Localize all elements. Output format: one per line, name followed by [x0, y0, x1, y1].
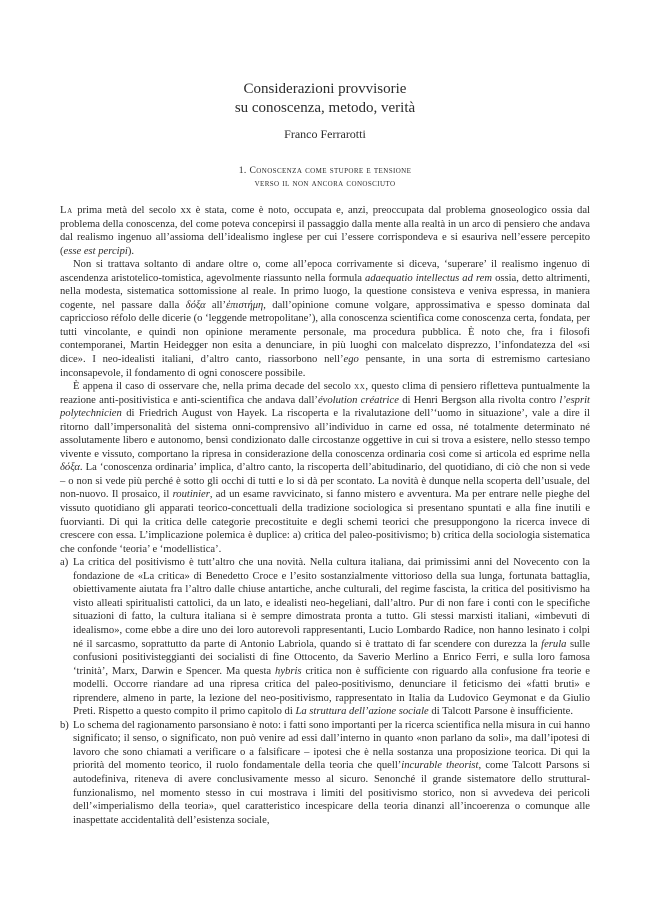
section-heading-line-2: verso il non ancora conosciuto — [254, 178, 396, 189]
paragraph-3: È appena il caso di osservare che, nella prima decade del secolo xx, questo clima di pensiero rifletteva puntualmente la reazione anti-positivistica e anti-scientifica che andava dall’évolution créatrice di Henri Bergson alla rivolta contro l’esprit polytechnicien di Friedrich August von Hayek. La riscoperta e la rivalutazione dell’‘uomo in situazione’, vale a dire il ritorno dall’impersonalità del sistema onni-comprensivo all’individuo in carne ed ossa, né totalmente determinato né assolutamente libero e autonomo, bensì condizionato dalle circostanze oggettive in cui si trova a esistere, nello stesso tempo vivente e vissuto, comportano la ripresa in considerazione della conoscenza ordinaria così come si articola ed esprime nella δόξα. La ‘conoscenza ordinaria’ implica, d’altro canto, la riscoperta dell’abitudinario, del quotidiano, di ciò che non si vede – o non si vede più perché è sotto gli occhi di tutti e lo si dà per scontato. La novità è dunque nella scoperta dell’usuale, del non-nuovo. Il prosaico, il routinier, ad un esame ravvicinato, si fanno mistero e avventura. Ma per entrare nelle pieghe del vissuto quotidiano gli apparati teorico-concettuali della tradizione sociologica si presentano spuntati e alla fine inutili e fuorvianti. Di qui la critica delle categorie precostituite e degli schemi teorici che presuppongono la ricerca invece di crescere con essa. L’implicazione polemica è duplice: a) critica del paleo-positivismo; b) critica della sociologia sistematica che confonde ‘teoria’ e ‘modellistica’. — [60, 381, 590, 555]
paragraph-lead: La — [60, 205, 73, 216]
author-name: Franco Ferrarotti — [284, 127, 366, 141]
section-heading-line-1: 1. Conoscenza come stupore e tensione — [238, 165, 412, 176]
paragraph-1: La prima metà del secolo xx è stata, come è noto, occupata e, anzi, preoccupata dal problema gnoseologico ossia dal problema della conoscenza, del come poteva concepirsi il passaggio dalla mente alla realtà in un arco di pensiero che andava dal realismo ingenuo all’assioma dell’idealismo inglese per cui l’essere corrispondeva e si esauriva nell’essere percepito (esse est percipi). — [60, 205, 590, 257]
paragraph-2: Non si trattava soltanto di andare oltre o, come all’epoca corrivamente si diceva, ‘superare’ il realismo ingenuo di ascendenza aristotelico-tomistica, agevolmente riassunto nella formula adaequatio intellectus ad rem ossia, detto altrimenti, nella modesta, sistematica sottomissione al reale. In primo luogo, la questione consisteva e veniva espressa, in maniera cogente, nel passare dalla δόξα all’ἐπιστήμη, dall’opinione comune volgare, approssimativa e spesso dominata dal capriccioso réfolo delle dicerie (o ‘leggende metropolitane’), alla conoscenza scientifica come conoscenza certa, fondata, per tutti vincolante, e quindi non opinione meramente personale, ma procedura pubblica. È noto che, fra i filosofi contemporanei, Martin Heidegger non esita a denunciare, in più luoghi con malcelato disprezzo, l’infondatezza del «si dice». I neo-idealisti italiani, d’altro canto, riassorbono nell’ego pensante, in una sorta di estremismo cartesiano inconsapevole, il fondamento di ogni conoscere possibile. — [60, 259, 591, 379]
list-marker-a: a) — [60, 557, 69, 569]
article-page — [60, 70, 590, 827]
article-title — [60, 80, 590, 118]
title-line-2: su conoscenza, metodo, verità — [234, 100, 416, 116]
list-marker-b: b) — [60, 719, 69, 731]
title-line-1: Considerazioni provvisorie — [243, 81, 407, 97]
section-heading — [60, 164, 590, 190]
list-item-b: b) Lo schema del ragionamento parsonsiano è noto: i fatti sono importanti per la ricerca scientifica nella misura in cui hanno significato; il senso, o significato, non può venire ad essi dall’interno in quanto «non parlano da soli», ma dall’ipotesi di lavoro che sono chiamati a verificare o a falsificare – ipotesi che è nella sostanza una proposizione teorica. Di qui la priorità del momento teorico, il ruolo fondamentale della teoria che quell’incurable theorist, come Talcott Parsons si autodefiniva, riteneva di avere conclusivamente messo al sicuro. Senonché il grande sistematore dello struttural-funzionalismo, nel momento stesso in cui mostrava i limiti del positivismo storico, non si avvedeva dei pericoli dell’«imperialismo della teoria», quel caratteristico incespicare della teoria dinanzi all’incoerenza o comunque alle inaspettate accidentalità dell’esistenza sociale, — [60, 719, 591, 826]
list-item-a: a) La critica del positivismo è tutt’altro che una novità. Nella cultura italiana, dai primissimi anni del Novecento con la fondazione de «La critica» di Benedetto Croce e l’esito sostanzialmente vittorioso della sua lunga, fortunata battaglia, obiettivamente aiutata fra l’altro dalle chiuse antartiche, anche culturali, del regime fascista, la critica del positivismo ha visto alleati spiritualisti cattolici, da un lato, e idealisti neo-hegeliani, dall’altro. Pur di non fare i conti con le specifiche situazioni di fatto, la cultura italiana si è sempre dimostrata pronta a tutto. Gli stessi marxisti italiani, «imbevuti di idealismo», come ebbe a dire uno dei loro autorevoli rappresentanti, Lucio Lombardo Radice, non hanno lesinato i colpi né il sarcasmo, soprattutto da parte di Antonio Labriola, quando si è trattato di far scendere con durezza la ferula sulle confusioni positivisteggianti dei socialisti di fine Ottocento, da Saverio Merlino a Enrico Ferri, e sulla loro famosa ‘trinità’, Marx, Darwin e Spencer. Ma questa hybris critica non è sufficiente con riguardo alla confusione fra teorie e modelli. Occorre riandare ad una ripresa critica del paleo-positivismo, denunciare il feticismo dei «fatti bruti» e riprendere, almeno in parte, la lezione del neo-positivismo, rappresentato in Italia da Ludovico Geymonat e da Giulio Preti. Rispetto a questo compito il primo capitolo di La struttura dell’azione sociale di Talcott Parsone è insufficiente. — [60, 557, 590, 718]
